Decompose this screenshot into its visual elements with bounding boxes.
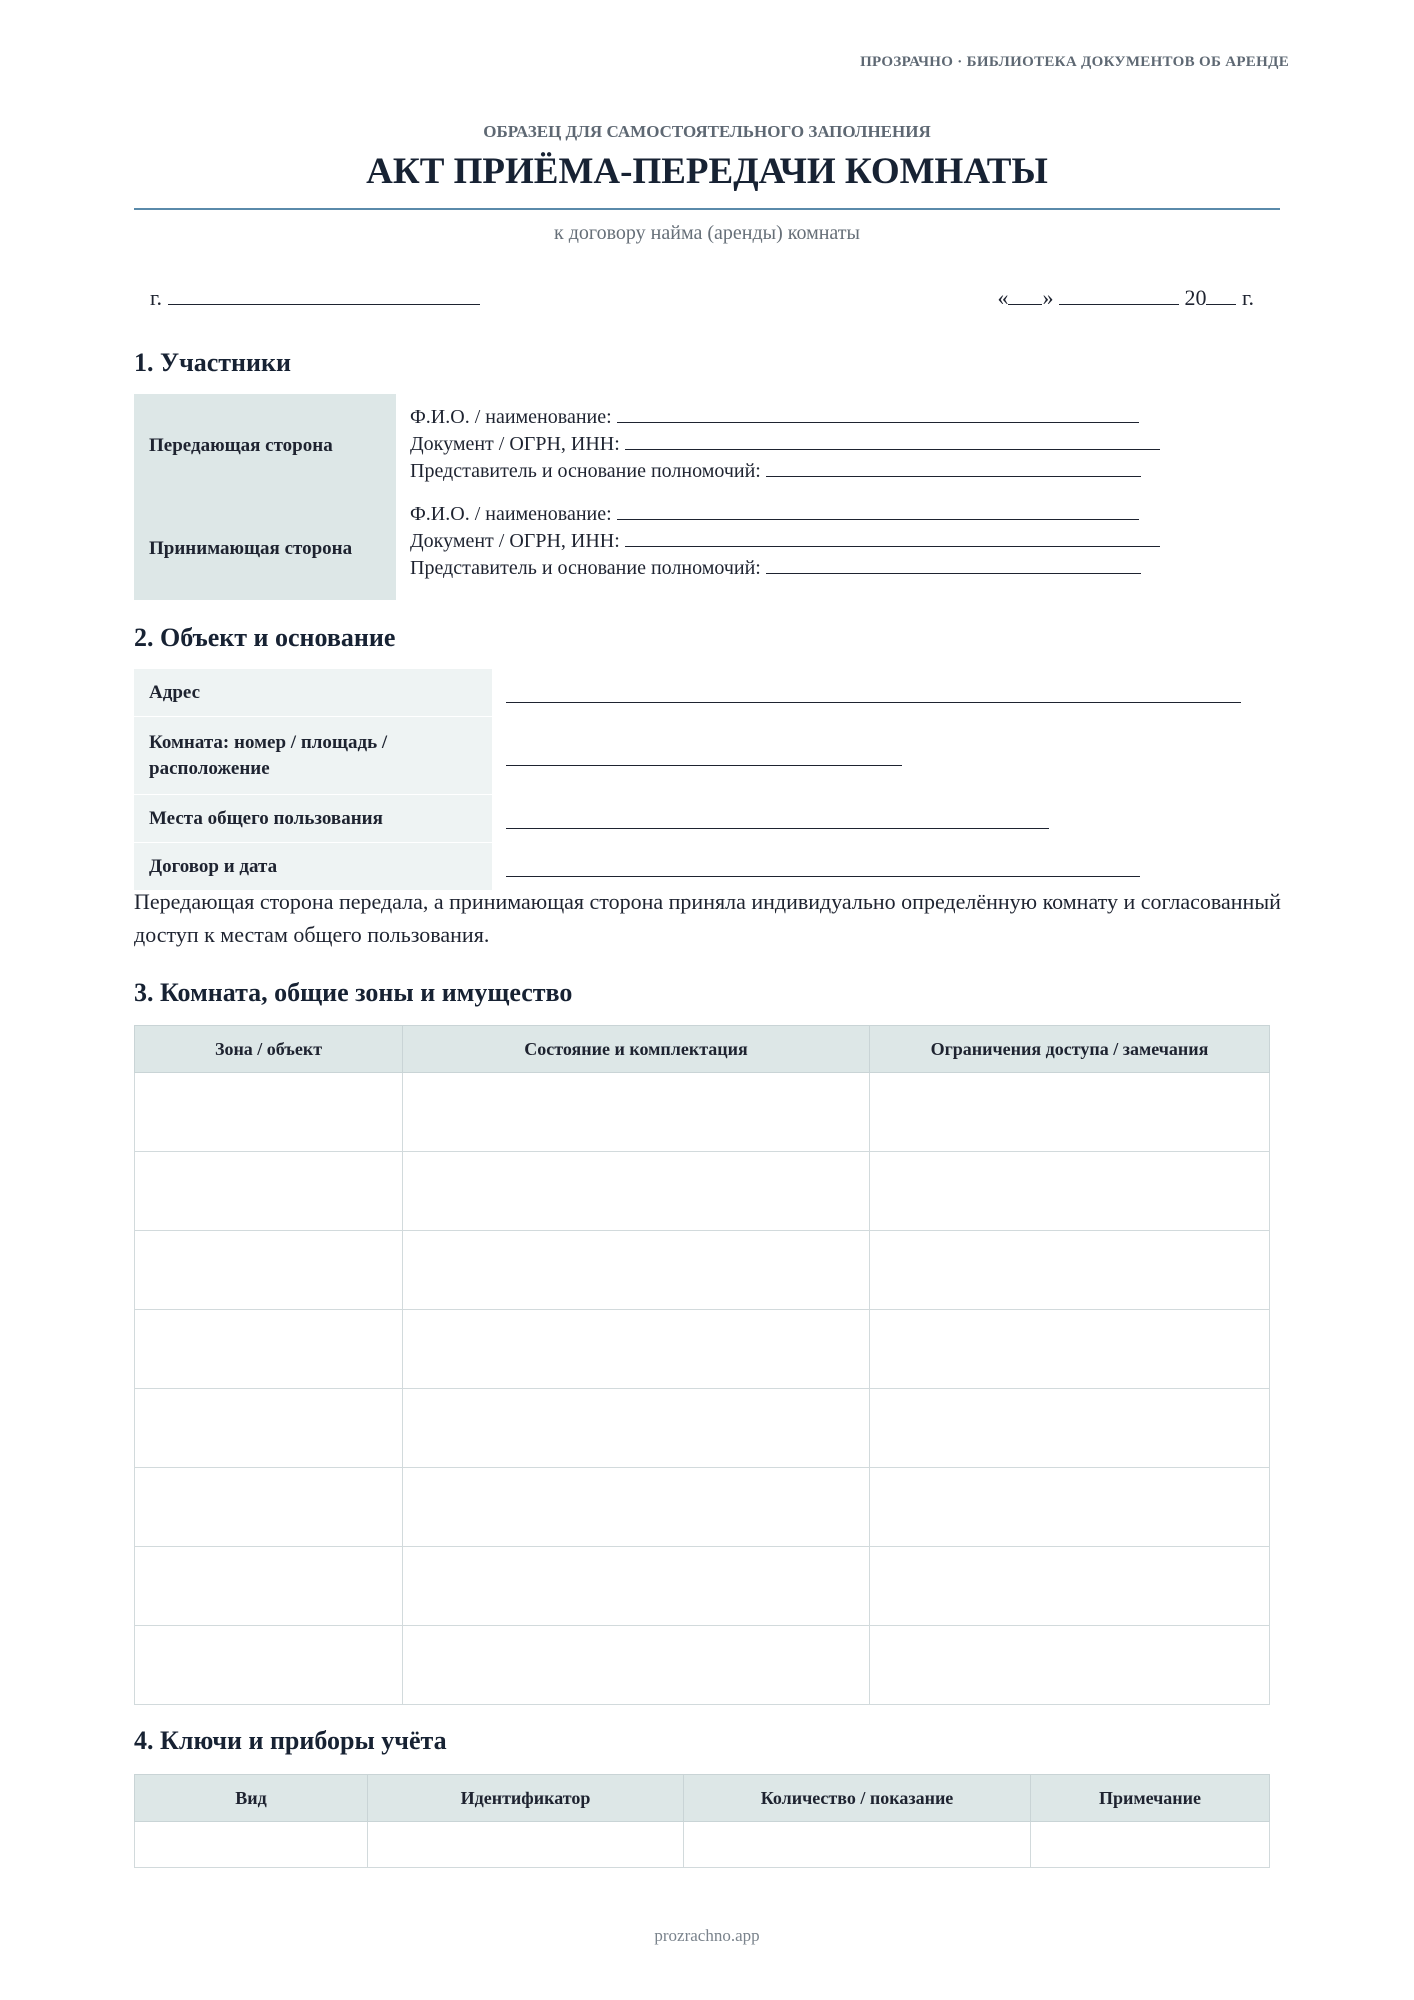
party-row-receiving	[134, 497, 1280, 600]
object-row	[134, 717, 1280, 795]
object-row	[134, 843, 1280, 891]
table-cell[interactable]	[403, 1547, 870, 1626]
table-cell[interactable]	[135, 1547, 403, 1626]
table-row	[135, 1073, 1270, 1152]
table-cell[interactable]	[870, 1073, 1270, 1152]
month-blank[interactable]	[1059, 286, 1179, 305]
table-cell[interactable]	[403, 1231, 870, 1310]
table-cell[interactable]	[403, 1626, 870, 1705]
field-label: Документ / ОГРН, ИНН:	[410, 433, 620, 455]
address-blank[interactable]	[506, 684, 1241, 703]
keys-meters-table	[134, 1774, 1270, 1868]
table-cell[interactable]	[135, 1152, 403, 1231]
table-cell[interactable]	[135, 1822, 368, 1868]
table-cell[interactable]	[870, 1389, 1270, 1468]
representative-blank[interactable]	[766, 555, 1141, 574]
column-header: Примечание	[1031, 1775, 1270, 1822]
column-header: Зона / объект	[135, 1026, 403, 1073]
document-kicker: ОБРАЗЕЦ ДЛЯ САМОСТОЯТЕЛЬНОГО ЗАПОЛНЕНИЯ	[483, 122, 931, 141]
day-blank[interactable]	[1008, 286, 1042, 305]
table-cell[interactable]	[870, 1152, 1270, 1231]
name-blank[interactable]	[617, 501, 1139, 520]
object-label: Места общего пользования	[134, 795, 492, 843]
year-prefix: 20	[1184, 285, 1207, 310]
table-cell[interactable]	[135, 1310, 403, 1389]
column-header: Идентификатор	[368, 1775, 684, 1822]
document-title: АКТ ПРИЁМА-ПЕРЕДАЧИ КОМНАТЫ	[366, 151, 1048, 192]
table-row	[135, 1310, 1270, 1389]
date-close-quote: »	[1042, 285, 1054, 310]
party-label: Принимающая сторона	[134, 497, 396, 600]
table-cell[interactable]	[135, 1626, 403, 1705]
parties-block	[134, 394, 1280, 600]
field-label: Представитель и основание полномочий:	[410, 460, 761, 482]
table-row	[135, 1626, 1270, 1705]
year-suffix: г.	[1241, 285, 1254, 310]
table-row	[135, 1822, 1270, 1868]
contract-blank[interactable]	[506, 858, 1140, 877]
table-cell[interactable]	[870, 1626, 1270, 1705]
common-areas-blank[interactable]	[506, 810, 1049, 829]
property-table	[134, 1025, 1270, 1705]
table-header-row	[135, 1026, 1270, 1073]
column-header: Ограничения доступа / замечания	[870, 1026, 1270, 1073]
object-label: Договор и дата	[134, 843, 492, 891]
table-row	[135, 1547, 1270, 1626]
object-value	[492, 717, 1280, 795]
representative-blank[interactable]	[766, 458, 1141, 477]
place-field	[150, 285, 480, 311]
table-cell[interactable]	[135, 1073, 403, 1152]
field-label: Ф.И.О. / наименование:	[410, 503, 612, 525]
object-value	[492, 669, 1280, 717]
column-header: Количество / показание	[684, 1775, 1031, 1822]
year-blank[interactable]	[1206, 286, 1236, 305]
object-block	[134, 669, 1280, 891]
table-cell[interactable]	[1031, 1822, 1270, 1868]
table-cell[interactable]	[403, 1310, 870, 1389]
table-cell[interactable]	[403, 1152, 870, 1231]
table-cell[interactable]	[870, 1231, 1270, 1310]
party-label: Передающая сторона	[134, 394, 396, 497]
table-cell[interactable]	[368, 1822, 684, 1868]
table-cell[interactable]	[870, 1547, 1270, 1626]
transfer-statement: Передающая сторона передала, а принимающая сторона приняла индивидуально определённую комнату и согласованный доступ к местам общего пользования.	[134, 889, 1281, 947]
table-cell[interactable]	[870, 1310, 1270, 1389]
column-header: Вид	[135, 1775, 368, 1822]
object-value	[492, 795, 1280, 843]
place-blank[interactable]	[168, 286, 480, 305]
table-cell[interactable]	[403, 1468, 870, 1547]
table-cell[interactable]	[403, 1073, 870, 1152]
table-cell[interactable]	[403, 1389, 870, 1468]
table-cell[interactable]	[684, 1822, 1031, 1868]
table-row	[135, 1468, 1270, 1547]
table-header-row	[135, 1775, 1270, 1822]
party-row-transferring	[134, 394, 1280, 497]
section-2-heading: 2. Объект и основание	[134, 623, 396, 652]
object-label: Адрес	[134, 669, 492, 717]
document-subtitle: к договору найма (аренды) комнаты	[554, 222, 860, 244]
room-blank[interactable]	[506, 747, 902, 766]
footer-url: prozrachno.app	[654, 1926, 760, 1945]
object-label: Комната: номер / площадь / расположение	[134, 717, 492, 795]
document-blank[interactable]	[625, 431, 1160, 450]
table-cell[interactable]	[135, 1468, 403, 1547]
date-open-quote: «	[997, 285, 1009, 310]
brand-header: ПРОЗРАЧНО · БИБЛИОТЕКА ДОКУМЕНТОВ ОБ АРЕНДЕ	[860, 54, 1289, 70]
column-header: Состояние и комплектация	[403, 1026, 870, 1073]
party-fields	[396, 497, 1280, 600]
document-blank[interactable]	[625, 528, 1160, 547]
section-3-heading: 3. Комната, общие зоны и имущество	[134, 978, 573, 1007]
section-1-heading: 1. Участники	[134, 348, 291, 377]
field-label: Документ / ОГРН, ИНН:	[410, 530, 620, 552]
table-cell[interactable]	[135, 1231, 403, 1310]
place-prefix: г.	[150, 285, 163, 310]
field-label: Ф.И.О. / наименование:	[410, 406, 612, 428]
field-label: Представитель и основание полномочий:	[410, 557, 761, 579]
name-blank[interactable]	[617, 404, 1139, 423]
party-fields	[396, 394, 1280, 497]
table-cell[interactable]	[135, 1389, 403, 1468]
table-row	[135, 1389, 1270, 1468]
table-cell[interactable]	[870, 1468, 1270, 1547]
section-4-heading: 4. Ключи и приборы учёта	[134, 1726, 447, 1755]
object-row	[134, 669, 1280, 717]
title-divider	[134, 208, 1280, 210]
table-row	[135, 1152, 1270, 1231]
object-row	[134, 795, 1280, 843]
date-field	[997, 285, 1254, 311]
table-row	[135, 1231, 1270, 1310]
object-value	[492, 843, 1280, 891]
